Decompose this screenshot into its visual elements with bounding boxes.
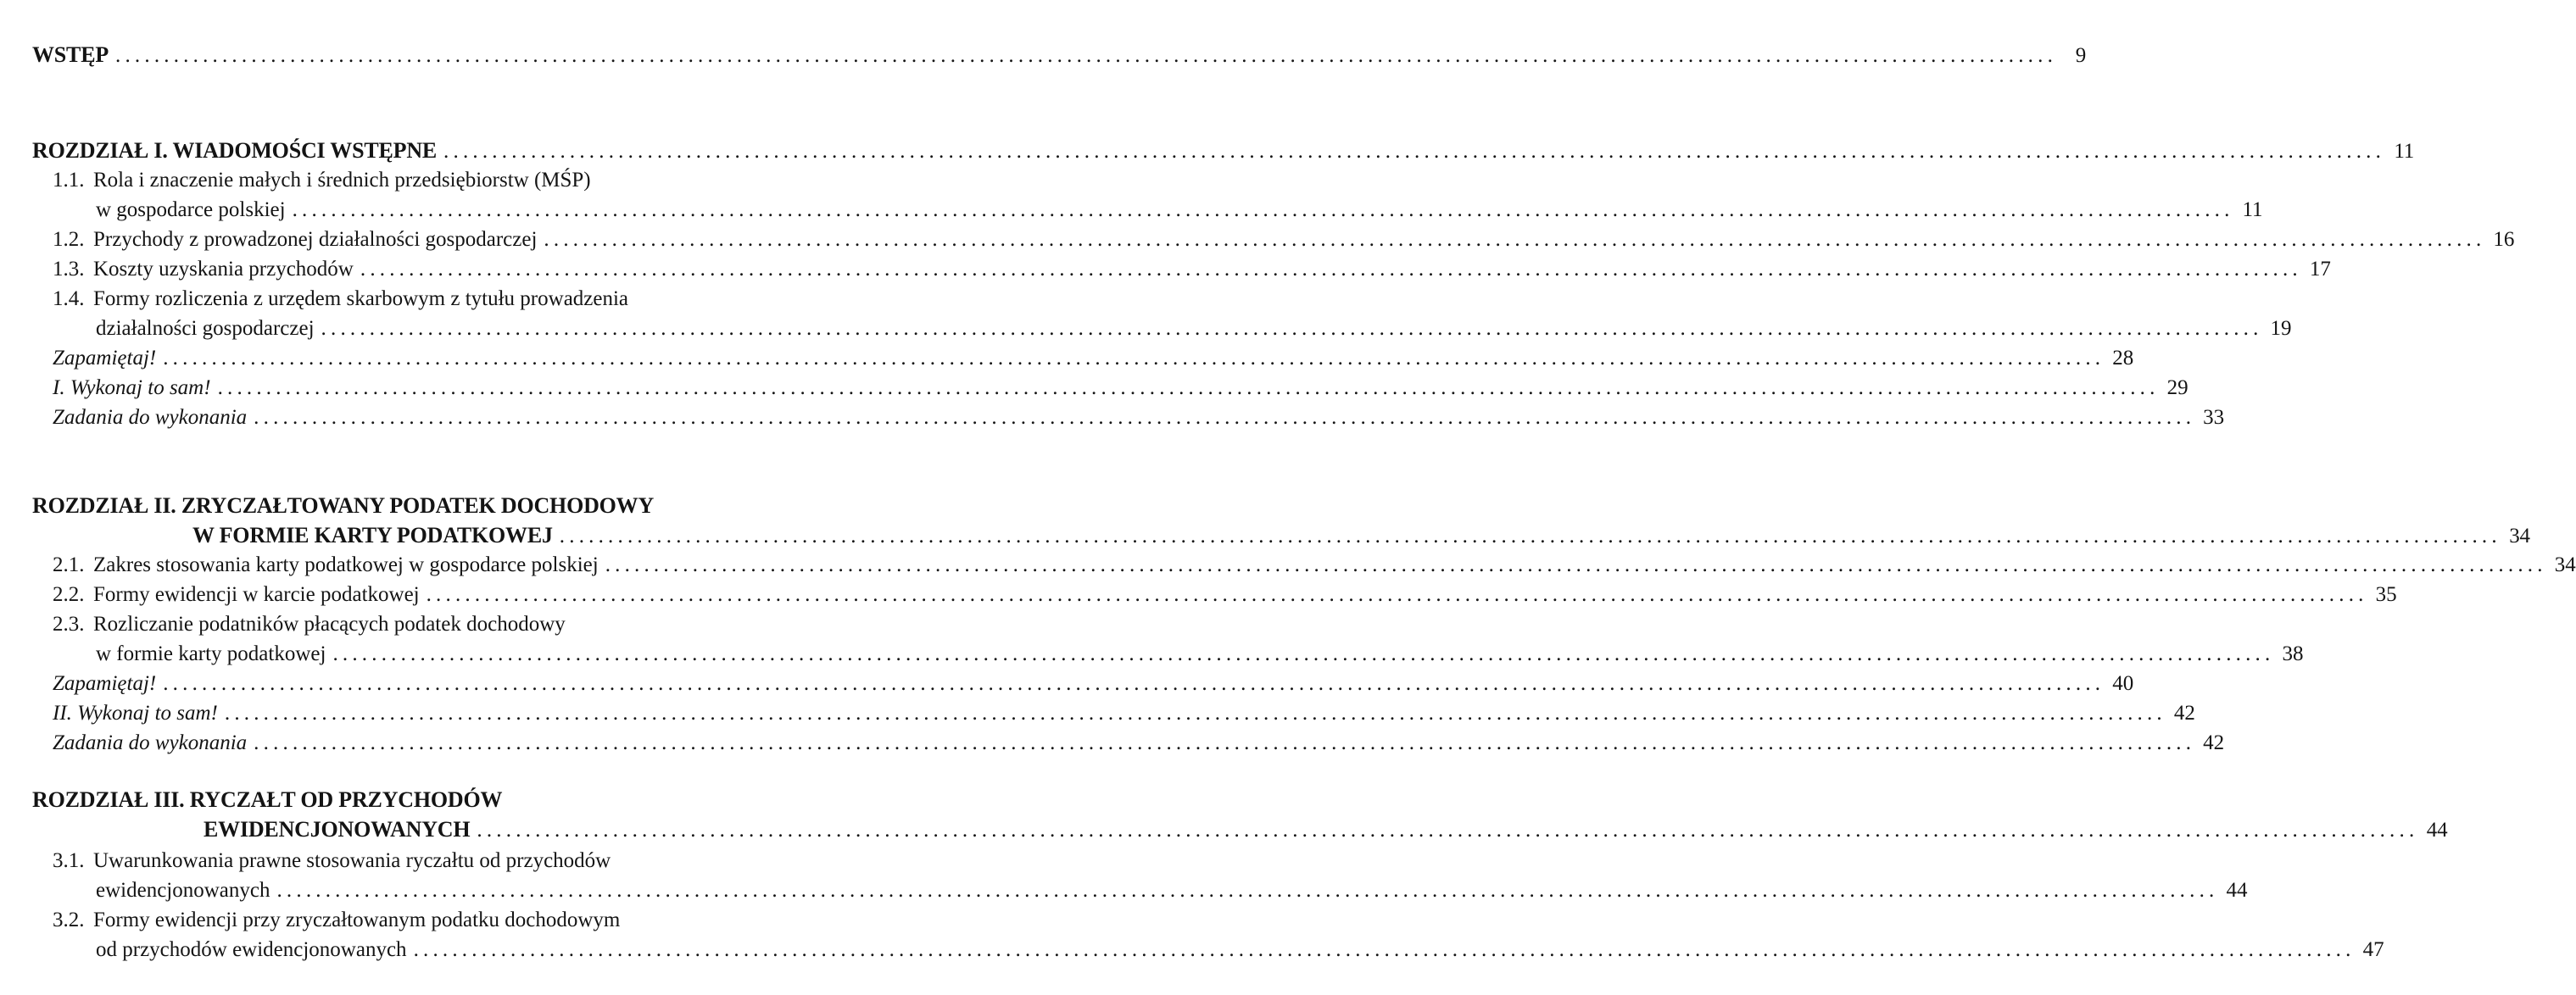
dot-leader: ........................................................................................................................................................................................................ [163, 347, 2105, 370]
toc-extra-wykonaj-2[interactable] [53, 699, 2195, 728]
chapter-title: ROZDZIAŁ I. WIADOMOŚCI WSTĘPNE [32, 138, 438, 163]
page-number: 40 [2112, 672, 2134, 695]
dot-leader: ........................................................................................................................................................................................................ [332, 642, 2275, 665]
dot-leader: ........................................................................................................................................................................................................ [163, 672, 2105, 695]
dot-leader: ........................................................................................................................................................................................................ [544, 228, 2486, 251]
dot-leader: ........................................................................................................................................................................................................ [559, 525, 2501, 548]
entry-title-line-1: Formy rozliczenia z urzędem skarbowym z tytułu prowadzenia [93, 287, 629, 310]
page-number: 11 [2394, 140, 2415, 163]
dot-leader: ........................................................................................................................................................................................................ [224, 702, 2166, 725]
toc-entry-1-1[interactable] [53, 166, 878, 195]
entry-title-line-2: w gospodarce polskiej [96, 198, 286, 221]
toc-entry-1-2[interactable] [53, 225, 2515, 254]
entry-title-line-2: w formie karty podatkowej [96, 642, 326, 665]
page-number: 29 [2166, 376, 2188, 399]
toc-chapter-2-heading-continued[interactable] [192, 521, 2530, 550]
page-number: 44 [2426, 819, 2448, 842]
chapter-title-line-1: ROZDZIAŁ III. RYCZAŁT OD PRZYCHODÓW [32, 787, 503, 812]
dot-leader: ........................................................................................................................................................................................................ [115, 44, 2058, 67]
toc-entry-1-4[interactable] [53, 285, 878, 314]
entry-title: Zapamiętaj! [53, 672, 157, 695]
dot-leader: ........................................................................................................................................................................................................ [443, 140, 2386, 163]
entry-title-line-1: Uwarunkowania prawne stosowania ryczałtu od przychodów [93, 849, 611, 872]
entry-title: Formy ewidencji w karcie podatkowej [93, 583, 420, 606]
entry-title-line-2: działalności gospodarczej [96, 317, 315, 340]
entry-title: Zapamiętaj! [53, 347, 157, 370]
dot-leader: ........................................................................................................................................................................................................ [254, 731, 2196, 754]
entry-number: 2.3. [53, 613, 85, 636]
dot-leader: ........................................................................................................................................................................................................ [413, 938, 2356, 961]
toc-entry-2-3-continued[interactable] [96, 640, 2304, 669]
page-number: 9 [2075, 44, 2087, 67]
toc-entry-wstep[interactable] [32, 41, 2087, 69]
entry-title-line-1: Rozliczanie podatników płacących podatek dochodowy [93, 613, 566, 636]
toc-entry-3-1-continued[interactable] [96, 876, 2248, 905]
chapter-title-line-2: EWIDENCJONOWANYCH [204, 817, 471, 842]
toc-entry-1-4-continued[interactable] [96, 314, 2292, 343]
dot-leader: ........................................................................................................................................................................................................ [321, 317, 2263, 340]
chapter-title-line-2: W FORMIE KARTY PODATKOWEJ [192, 523, 553, 548]
entry-number: 2.2. [53, 583, 85, 606]
toc-extra-zapamietaj-2[interactable] [53, 670, 2134, 698]
toc-extra-zapamietaj-1[interactable] [53, 344, 2134, 373]
dot-leader: ........................................................................................................................................................................................................ [605, 553, 2547, 576]
entry-number: 2.1. [53, 553, 85, 576]
entry-title-line-2: ewidencjonowanych [96, 879, 270, 902]
page-number: 42 [2203, 731, 2225, 754]
toc-entry-2-2[interactable] [53, 581, 2397, 609]
toc-entry-3-2[interactable] [53, 906, 878, 935]
page-number: 44 [2226, 879, 2248, 902]
toc-extra-zadania-2[interactable] [53, 729, 2225, 758]
entry-number: 3.2. [53, 909, 85, 931]
page-number: 34 [2554, 553, 2576, 576]
entry-number: 1.4. [53, 287, 85, 310]
page-number: 17 [2309, 258, 2331, 281]
toc-entry-2-3[interactable] [53, 610, 878, 639]
entry-title: WSTĘP [32, 42, 109, 67]
page-number: 28 [2112, 347, 2134, 370]
toc-chapter-1-heading[interactable] [32, 136, 2415, 165]
entry-title: Koszty uzyskania przychodów [93, 258, 354, 281]
toc-chapter-2-heading[interactable] [32, 492, 878, 520]
page-number: 11 [2242, 198, 2263, 221]
dot-leader: ........................................................................................................................................................................................................ [426, 583, 2368, 606]
chapter-title-line-1: ROZDZIAŁ II. ZRYCZAŁTOWANY PODATEK DOCHODOWY [32, 493, 655, 518]
entry-title: Zadania do wykonania [53, 406, 248, 429]
page-number: 42 [2173, 702, 2195, 725]
page-number: 33 [2203, 406, 2225, 429]
page-number: 34 [2509, 525, 2530, 548]
page-number: 35 [2375, 583, 2397, 606]
toc-entry-3-2-continued[interactable] [96, 936, 2384, 964]
entry-number: 1.2. [53, 228, 85, 251]
toc-extra-zadania-1[interactable] [53, 403, 2225, 432]
page-number: 16 [2493, 228, 2515, 251]
dot-leader: ........................................................................................................................................................................................................ [360, 258, 2302, 281]
entry-title: Zadania do wykonania [53, 731, 248, 754]
entry-title: I. Wykonaj to sam! [53, 376, 211, 399]
dot-leader: ........................................................................................................................................................................................................ [477, 819, 2419, 842]
toc-entry-3-1[interactable] [53, 847, 878, 875]
entry-title-line-1: Rola i znaczenie małych i średnich przedsiębiorstw (MŚP) [93, 169, 591, 192]
entry-title: Przychody z prowadzonej działalności gospodarczej [93, 228, 538, 251]
toc-chapter-3-heading[interactable] [32, 786, 878, 814]
entry-title: II. Wykonaj to sam! [53, 702, 218, 725]
entry-number: 1.3. [53, 258, 85, 281]
toc-entry-2-1[interactable] [53, 551, 2576, 580]
page-number: 38 [2282, 642, 2304, 665]
entry-number: 3.1. [53, 849, 85, 872]
entry-number: 1.1. [53, 169, 85, 192]
entry-title-line-1: Formy ewidencji przy zryczałtowanym podatku dochodowym [93, 909, 621, 931]
dot-leader: ........................................................................................................................................................................................................ [292, 198, 2234, 221]
toc-chapter-3-heading-continued[interactable] [204, 815, 2448, 844]
toc-extra-wykonaj-1[interactable] [53, 374, 2188, 403]
entry-title-line-2: od przychodów ewidencjonowanych [96, 938, 407, 961]
dot-leader: ........................................................................................................................................................................................................ [254, 406, 2196, 429]
page-number: 19 [2270, 317, 2292, 340]
dot-leader: ........................................................................................................................................................................................................ [276, 879, 2219, 902]
page-number: 47 [2362, 938, 2384, 961]
toc-entry-1-3[interactable] [53, 255, 2331, 284]
toc-entry-1-1-continued[interactable] [96, 196, 2263, 225]
entry-title: Zakres stosowania karty podatkowej w gospodarce polskiej [93, 553, 599, 576]
dot-leader: ........................................................................................................................................................................................................ [217, 376, 2160, 399]
